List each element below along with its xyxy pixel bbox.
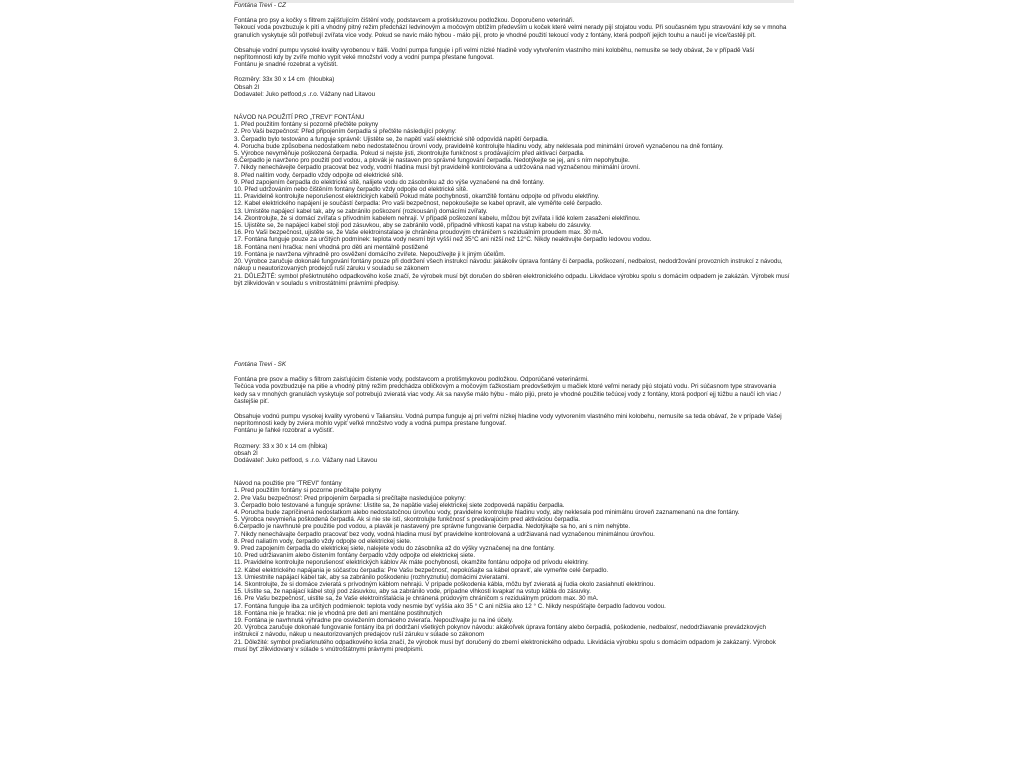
instruction-item: 19. Fontána je navrhnutá výhradne pre osviežením domáceho zvieraťa. Nepoužívajte ju na iné účely. [234,617,514,624]
instruction-item: 11. Pravidelne kontrolujte neporušenosť elektrických káblov Ak máte pochybnosti, okamžite fontánu odpojte od prívodu elektriny. [234,559,589,567]
instruction-item: 2. Pro Vaši bezpečnost: Před připojením čerpadla si přečtěte následující pokyny: [234,128,457,136]
instruction-item: 16. Pre Vašu bezpečnosť, uistite sa, že Vaše elektroinštalácia je chránená prúdovým chráničom s reziduálnym prúdom max. 30 mA. [234,595,599,603]
instruction-item: 16. Pro Vaši bezpečnost, ujistěte se, že Vaše elektroinstalace je chráněna proudovým chráničem s reziduálním proudem max. 30 mA. [234,229,604,237]
instruction-item: 9. Před zapojením čerpadla do elektrické sítě, nalijete vodu do zásobníku až do výše vyznačené na dně fontány. [234,178,545,186]
instruction-item: 6.Čerpadlo je navrženo pro použití pod vodou, a plovák je nastaven pro správné fungování čerpadla. Nedotýkejte se jej, ani s ním nepohybujte. [234,157,630,165]
instruction-item: 2. Pre Vašu bezpečnosť: Pred pripojením čerpadla si prečítajte nasledujúce pokyny: [234,494,466,502]
spec-line: obsah 2l [234,449,258,457]
instruction-item: 17. Fontána funguje pouze za určitých podmínek: teplota vody nesmí být vyšší než 35°C ani nižší než 12°C. Nikdy neaktivujte čerpadlo ledovou vodou. [234,236,652,244]
section-title: Fontána Trevi - SK [234,360,286,368]
spec-line: Rozmery: 33 x 30 x 14 cm (hĺbka) [234,442,328,450]
intro-paragraph: Fontána pro psy a kočky s filtrem zajišťujícím čištění vody, podstavcem a protiskluzovou podložkou. Doporučeno veterináři. [234,17,575,25]
instruction-item: 1. Pred použitím fontány si pozorne prečítajte pokyny [234,487,382,495]
pump-paragraph: Obsahuje vodnú pumpu vysokej kvality vyrobenú v Taliansku. Vodná pumpa funguje aj pri veľmi nízkej hladine vody vytvorením vlastného mini kolobehu, nemusíte sa teda obávať, že v prípade Vašej neprítomnosti kedy by zviera mohlo vypiť veľké množstvo vody a vodná pumpa prestane fungovať. [234,412,784,428]
instruction-list [234,487,790,653]
guide-title: NÁVOD NA POUŽITÍ PRO „TREVI" FONTÁNU [234,114,365,122]
instruction-item: 8. Pred naliatím vody, čerpadlo vždy odpojte od elektrickej siete. [234,537,412,545]
pump-paragraph: Obsahuje vodní pumpu vysoké kvality vyrobenou v Itálii. Vodní pumpa funguje i při velmi nízké hladině vody vytvořením vlastního mini koloběhu, nemusíte se tedy obávat, že v případě Vaší nepřítomnosti kdy by zvíře mohlo vypít veké množství vody a vodní pumpa přestane fungovat. [234,46,757,62]
instruction-item: 21. DŮLEŽITÉ: symbol přeškrtnutého odpadkového koše značí, že výrobek musí být doručen do sběren elektronického odpadu. Likvidace výrobku spolu s domácím odpadem je zakázán. Výrobek musí být zlikvidován v souladu s vnitrostátními právními předpisy. [234,272,790,287]
instruction-item: 4. Porucha bude zapríčinená nedostatkom alebo nedostatočnou úrovňou vody, pravidelne kontrolujte hladinu vody, aby neklesala pod minimálnu úroveň zaznamenanú na dne fontány. [234,508,740,516]
section-cz [234,2,790,287]
instruction-item: 4. Porucha bude způsobena nedostatkem nebo nedostatečnou úrovní vody, pravidelně kontrolujte hladinu vody, aby neklesala pod minimální úroveň vyznačenou na dně fontány. [234,142,724,150]
instruction-item: 10. Před udržováním nebo čištěním fontány čerpadlo vždy odpojte od elektrické sítě. [234,186,468,194]
instruction-item: 5. Výrobce nevyměňuje poškozená čerpadla. Pokud si nejste jisti, zkontrolujte funkčnost s prodávajícím před aktivací čerpadla. [234,150,585,158]
intro-paragraph: Fontána pre psov a mačky s filtrom zaisťujúcim čistenie vody, podstavcom a protišmykovou podložkou. Odporúčané veterinármi. [234,376,589,384]
spec-line: Obsah 2l [234,83,260,91]
instruction-item: 7. Nikdy nenechávajte čerpadlo pracovať bez vody, vodná hladina musí byť pravidelne kontrolovaná a udržiavaná nad vyznačenou minimálnou úrovňou. [234,530,655,538]
pump-paragraph: Fontánu je ľahké rozobrať a vyčistiť. [234,427,334,435]
instruction-item: 21. Dôležité: symbol prečiarknutého odpadkového koša značí, že výrobok musí byť doručený do zberní elektronického odpadu. Likvidácia výrobku spolu s domácim odpadom je zakázaný. Výrobok musí byť zlikvidovaný v súlade s vnútroštátnymi právnymi predpismi. [234,638,776,653]
instruction-item: 10. Pred udržiavaním alebo čistením fontány čerpadlo vždy odpojte od elektrickej siete. [234,552,476,560]
instruction-item: 15. Ujistěte se, že napájecí kabel stojí pod zásuvkou, aby se zabránilo vodě, případně vlhkosti kapat na vstup kabelu do zásuvky. [234,222,592,230]
instruction-item: 20. Výrobca zaručuje dokonalé fungovanie fontány iba pri dodržaní všetkých pokynov návodu: akákoľvek úprava fontány alebo čerpadlá, poškodenie, nedbalosť, nedodržiavanie prevádzkových inštrukcií z návodu, nákup u neautorizovaných predajcov ruší záruku v súlade so zákonom [234,624,766,639]
instruction-item: 6.Čerpadlo je navrhnuté pre použitie pod vodou, a plavák je nastavený pre správne fungovanie čerpadla. Nedotýkajte sa ho, ani s ním nehýbte. [234,523,631,531]
instruction-item: 19. Fontána je navržena výhradně pro osvěžení domácího zvířete. Nepoužívejte ji k jiným účelům. [234,250,506,258]
spec-line: Rozměry: 33x 30 x 14 cm (hloubka) [234,76,335,84]
instruction-item: 5. Výrobca nevymieňa poškodená čerpadlá. Ak si nie ste istí, skontrolujte funkčnosť s predávajúcim pred aktiváciou čerpadla. [234,516,580,524]
intro-paragraph: Tečúca voda povzbudzuje na pitie a vhodný pitný režim predchádza obličkovým a močovým ťažkostiam predovšetkým u mačiek ktoré veľmi nerady pijú stojatú vodu. Pri súčasnom type stravovania kedy sa v mnohých granulách vyskytuje soľ potrebujú zvieratá viac vody. Ak sa navyše málo hýbu - málo pijú, preto je vhodné použitie tečúcej vody z fontány, ktorá podporí ejj túžbu a naučí ich viac / častejšie piť. [234,383,783,405]
intro-paragraph: Tekoucí voda povzbuzuje k pití a vhodný pitný režim předchází ledvinovým a močovým obtížím především u koček které velmi nerady pijí stojatou vodu. Při současném typu stravování kdy se v mnoha granulích vyskytuje sůl potřebují zvířata více vody. Pokud se navíc málo hýbou - málo pijí, proto je vhodné použití tekoucí vody z fontány, která podpoří jejich touhu a naučí je více/častěji pít. [234,24,789,39]
guide-title: Návod na použitie pre "TREVI" fontány [234,480,342,488]
instruction-item: 18. Fontána není hračka: není vhodná pro děti ani mentálně postižené [234,243,429,251]
instruction-item: 1. Před použitím fontány si pozorně přečtěte pokyny [234,121,379,129]
document-page [234,2,790,653]
instruction-item: 7. Nikdy nenechávejte čerpadlo pracovat bez vody, vodní hladina musí být pravidelně kontrolována a udržována nad vyznačenou minimální úrovní. [234,164,641,172]
pump-paragraph: Fontánu je snadné rozebrat a vyčistit. [234,61,338,69]
instruction-item: 14. Zkontrolujte, že si domácí zvířata s přívodním kabelem nehrají. V případě poškození kabelu, můžou být zvířata i lidé kolem zasaženi elektřinou. [234,214,641,222]
instruction-item: 8. Před nalitím vody, čerpadlo vždy odpojte od elektrické sítě. [234,171,404,179]
section-title: Fontána Trevi - CZ [234,2,286,9]
instruction-item: 3. Čerpadlo bylo testováno a funguje správně: Ujistěte se, že napětí vaší elektrické sítě odpovídá napětí čerpadla. [234,135,549,143]
instruction-item: 15. Uistite sa, že napájací kábel stojí pod zásuvkou, aby sa zabránilo vode, prípadne vlhkosti kvapkať na vstup kábla do zásuvky. [234,588,591,596]
spec-line: Dodavatel: Juko petfood,s .r.o. Vážany nad Litavou [234,90,376,98]
instruction-item: 12. Kabel elektrického napájení je součástí čerpadla: Pro vaši bezpečnost, nepokoušejte se kabel opravit, ale vyměňte celé čerpadlo. [234,200,603,208]
spec-line: Dodávateľ: Juko petfood, s .r.o. Vážany nad Litavou [234,456,378,464]
instruction-item: 11. Pravidelně kontrolujte neporušenost elektrických kabelů Pokud máte pochybnosti, okamžitě fontánu odpojte od přívodu elektřiny. [234,193,600,201]
instruction-item: 12. Kábel elektrického napájania je súčasťou čerpadla: Pre Vašu bezpečnosť, nepokúšajte sa kábel opraviť, ale vymeňte celé čerpadlo. [234,566,609,574]
instruction-item: 17. Fontána funguje iba za určitých podmienok: teplota vody nesmie byť vyššia ako 35 ° C ani nižšia ako 12 ° C. Nikdy nespúšťajte čerpadlo ľadovou vodou. [234,602,666,610]
instruction-item: 20. Výrobce zaručuje dokonalé fungování fontány pouze při dodržení všech instrukcí návodu: jakákoliv úprava fontány či čerpadla, poškození, nedbalost, nedodržování provozních instrukcí z návodu, nákup u neautorizovaných prodejců ruší záruku v souladu se zákonem [234,258,783,273]
instruction-list [234,121,790,287]
instruction-item: 18. Fontána nie je hračka: nie je vhodná pre deti ani mentálne postihnutých [234,609,443,617]
instruction-item: 14. Skontrolujte, že si domáce zvieratá s prívodným káblom nehrajú. V prípade poškodenia kábla, môžu byť zvieratá aj ľudia okolo zasiahnutí elektrinou. [234,580,656,588]
instruction-item: 9. Pred zapojením čerpadla do elektrickej siete, nalejete vodu do zásobníka až do výšky vyznačenej na dne fontány. [234,544,555,552]
instruction-item: 13. Umístěte napájecí kabel tak, aby se zabránilo poškození (rozkousání) domácími zvířaty. [234,207,488,215]
instruction-item: 3. Čerpadlo bolo testované a funguje správne: Uistite sa, že napätie vašej elektrickej siete zodpovedá napätiu čerpadla. [234,501,565,509]
instruction-item: 13. Umiestnite napájací kábel tak, aby sa zabránilo poškodeniu (rozhryznutiu) domácimi zvieratami. [234,573,510,581]
section-sk [234,361,790,653]
